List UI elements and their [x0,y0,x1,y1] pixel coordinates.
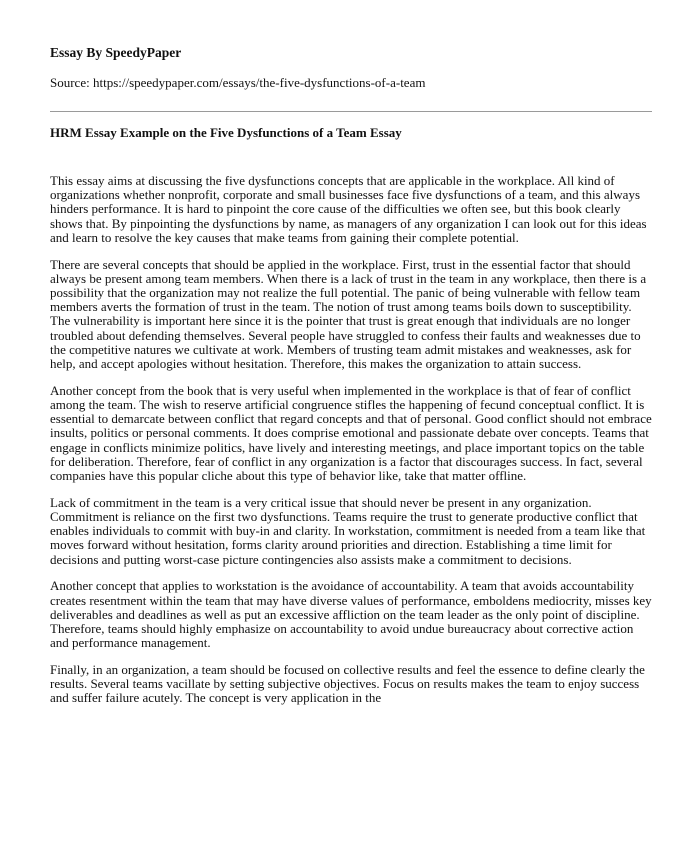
essay-paragraph: Another concept from the book that is very useful when implemented in the workplace is that of fear of conflict among the team. The wish to reserve artificial congruence stifles the happening of fecund conceptual conflict. It is essential to demarcate between conflict that regard concepts and that of personal. Good conflict should not embrace insults, politics or personal comments. It does comprise emotional and passionate debate over concepts. Teams that engage in conflicts minimize politics, have lively and interesting meetings, and place important topics on the table for deliberation. Therefore, fear of conflict in any organization is a factor that discourages success. In fact, several companies have this popular cliche about this type of behavior like, take that matter offline. [50,382,652,484]
site-title: Essay By SpeedyPaper [50,45,182,60]
source-label: Source: [50,75,93,90]
source-line [50,74,652,91]
essay-paragraph: There are several concepts that should be applied in the workplace. First, trust in the essential factor that should always be present among team members. When there is a lack of trust in the team in any workplace, then there is a possibility that the organization may not realize the full potential. The panic of being vulnerable with fellow team members averts the formation of trust in the team. The notion of trust among teams boils down to susceptibility. The vulnerability is important here since it is the pointer that trust is great enough that individuals are no longer troubled about defending themselves. Several people have struggled to confess their faults and weaknesses due to the competitive natures we cultivate at work. Members of trusting team admit mistakes and weaknesses, ask for help, and accept apologies without hesitation. Therefore, this makes the organization to attain success. [50,256,647,372]
essay-paragraph: Lack of commitment in the team is a very critical issue that should never be present in any organization. Commitment is reliance on the first two dysfunctions. Teams require the trust to generate productive conflict that enables individuals to commit with buy-in and clarity. In workstation, commitment is needed from a team like that moves forward without hesitation, forms clarity around priorities and direction. Establishing a time limit for decisions and putting worst-case picture contingencies also assists make a commitment to decisions. [50,494,646,567]
essay-body [50,174,652,706]
essay-paragraph: This essay aims at discussing the five dysfunctions concepts that are applicable in the workplace. All kind of organizations whether nonprofit, corporate and small businesses face five dysfunctions of a team, and this always hinders performance. It is hard to pinpoint the core cause of the difficulties we often see, but this book clearly shows that. By pinpointing the dysfunctions by name, as managers of any organization I can look out for this ideas and learn to resolve the key causes that make teams from gaining their complete potential. [50,173,647,245]
essay-paragraph: Another concept that applies to workstation is the avoidance of accountability. A team that avoids accountability creates resentment within the team that may have diverse values of performance, emboldens mediocrity, misses key deliverables and deadlines as well as put an excessive affliction on the team leader as the only point of discipline. Therefore, teams should highly emphasize on accountability to avoid undue bureaucracy about corrective action and performance management. [50,578,652,651]
header-divider [50,111,652,112]
source-url: https://speedypaper.com/essays/the-five-dysfunctions-of-a-team [92,75,426,90]
essay-title: HRM Essay Example on the Five Dysfunctions of a Team Essay [50,125,402,140]
essay-paragraph: Finally, in an organization, a team should be focused on collective results and feel the essence to define clearly the results. Several teams vacillate by setting subjective objectives. Focus on results makes the team to enjoy success and suffer failure acutely. The concept is very application in the [50,662,645,706]
